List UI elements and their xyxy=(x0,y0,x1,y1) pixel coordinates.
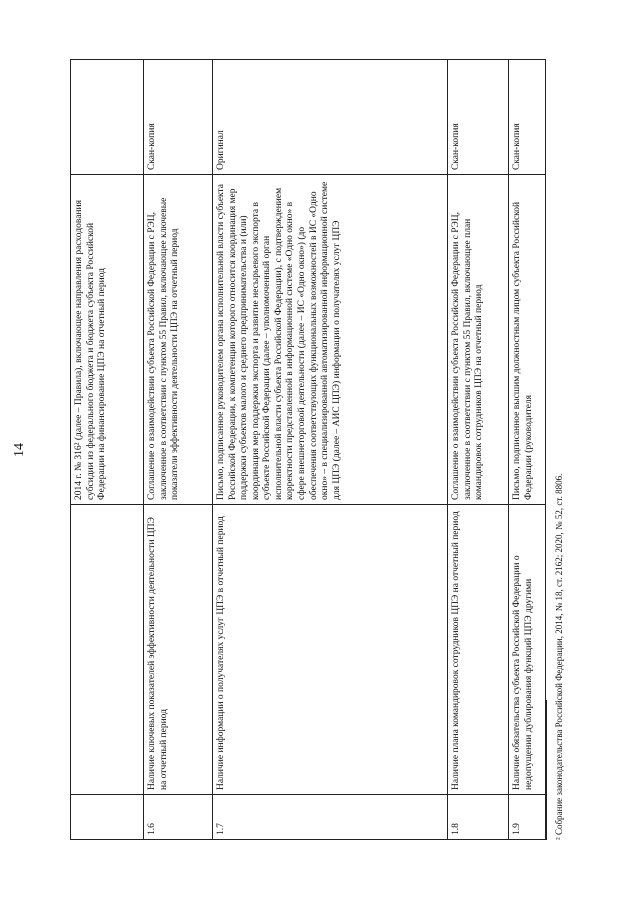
row-number-cell: 1.7 xyxy=(213,795,448,840)
row-number-cell: 1.6 xyxy=(144,795,213,840)
row-number-cell xyxy=(71,795,144,840)
document-cell: 2014 г. № 316² (далее – Правила), включающее направления расходования субсидии из федерального бюджета и бюджета субъекта Российской Федерации на финансирование ЦПЭ на отчетный период xyxy=(71,175,144,505)
row-number-cell: 1.8 xyxy=(448,795,509,840)
form-cell xyxy=(71,60,144,175)
table-row xyxy=(509,60,546,840)
document-cell: Письмо, подписанное высшим должностным лицом субъекта Российской Федерации (руководителя xyxy=(509,175,546,505)
form-cell: Скан-копия xyxy=(448,60,509,175)
form-cell: Оригинал xyxy=(213,60,448,175)
document-cell: Соглашение о взаимодействии субъекта Российской Федерации с РЭЦ, заключенное в соответствии с пунктом 55 Правил, включающее ключевые показатели эффективности деятельности ЦПЭ на отчетный период xyxy=(144,175,213,505)
criterion-cell: Наличие обязательства субъекта Российской Федерации о недопущении дублирования функций ЦПЭ другими xyxy=(509,505,546,795)
footnote-divider xyxy=(546,700,547,840)
criterion-cell: Наличие плана командировок сотрудников ЦПЭ на отчетный период xyxy=(448,505,509,795)
requirements-table xyxy=(70,59,546,840)
document-cell: Письмо, подписанное руководителем органа исполнительной власти субъекта Российской Федерации, к компетенции которого относится координация мер поддержки субъектов малого и среднего предпринимательства и (или) координация мер поддержки экспорта и развитие несырьевого экспорта в субъекте Российской Федерации (далее – уполномоченный орган исполнительной власти субъекта Российской Федерации), с подтверждением корректности представленной в информационной системе «Одно окно» в сфере внешнеторговой деятельности (далее – ИС «Одно окно») (до обеспечения соответствующих функциональных возможностей в ИС «Одно окно» – в специализированной автоматизированной информационной системе для ЦПЭ (далее – АИС ЦПЭ) информации о получателях услуг ЦПЭ xyxy=(213,175,448,505)
table-row xyxy=(213,60,448,840)
footnote: ² Собрание законодательства Российской Федерации, 2014, № 18, ст. 2162; 2020, № 52, ст. 8806. xyxy=(554,473,564,840)
criterion-cell: Наличие информации о получателях услуг ЦПЭ в отчетный период xyxy=(213,505,448,795)
rotated-page-content xyxy=(70,60,570,840)
criterion-cell xyxy=(71,505,144,795)
criterion-cell: Наличие ключевых показателей эффективности деятельности ЦПЭ на отчетный период xyxy=(144,505,213,795)
table-row xyxy=(144,60,213,840)
table-row xyxy=(71,60,144,840)
document-cell: Соглашение о взаимодействии субъекта Российской Федерации с РЭЦ, заключенное в соответствии с пунктом 55 Правил, включающее план командировок сотрудников ЦПЭ на отчетный период xyxy=(448,175,509,505)
form-cell: Скан-копия xyxy=(144,60,213,175)
row-number-cell: 1.9 xyxy=(509,795,546,840)
form-cell: Скан-копия xyxy=(509,60,546,175)
page-number: 14 xyxy=(12,443,27,457)
table-row xyxy=(448,60,509,840)
